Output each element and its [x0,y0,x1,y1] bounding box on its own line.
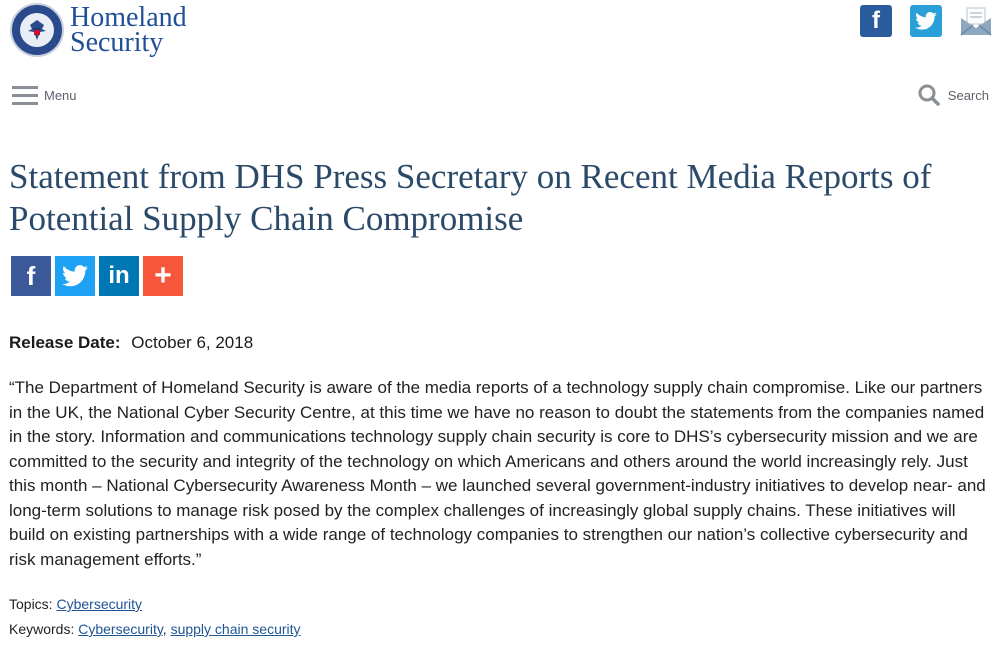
topics-label: Topics: [9,596,53,612]
keywords-label: Keywords: [9,621,75,637]
email-icon[interactable] [960,5,992,37]
keywords-row [9,621,301,637]
logo-line-1: Homeland [70,2,187,33]
dhs-seal-icon [10,3,64,57]
menu-button[interactable] [12,84,77,106]
hamburger-icon [12,84,38,106]
twitter-icon[interactable] [910,5,942,37]
share-plus-icon[interactable]: + [143,256,183,296]
search-button[interactable] [918,84,989,106]
page-title: Statement from DHS Press Secretary on Recent Media Reports of Potential Supply Chain Compromise [9,157,932,238]
keyword-separator: , [162,621,167,637]
share-bar [11,256,183,296]
release-date-row [9,333,253,353]
site-header [0,0,1000,70]
keyword-link-supply-chain-security[interactable]: supply chain security [170,621,301,637]
header-social-links [860,5,992,37]
statement-body: “The Department of Homeland Security is aware of the media reports of a technology supply chain compromise. Like our partners in the UK, the National Cyber Security Centre, at this time we have no reason to doubt the statements from the companies named in the story. Information and communications technology supply chain security is core to DHS’s cybersecurity mission and we are committed to the security and integrity of the technology on which Americans and others around the world increasingly rely. Just this month – National Cybersecurity Awareness Month – we launched several government-industry initiatives to develop near- and long-term solutions to manage risk posed by the complex challenges of increasingly global supply chains. These initiatives will build on existing partnerships with a wide range of technology companies to strengthen our nation’s collective cybersecurity and risk management efforts.” [9,378,986,569]
topic-link-cybersecurity[interactable]: Cybersecurity [56,596,143,612]
topics-row [9,596,142,612]
logo-wordmark [70,2,187,58]
logo-line-2: Security [70,27,164,58]
search-label: Search [947,87,989,103]
share-facebook-icon[interactable]: f [11,256,51,296]
facebook-icon[interactable]: f [860,5,892,37]
release-date-value: October 6, 2018 [131,333,254,352]
keyword-link-cybersecurity[interactable]: Cybersecurity [78,621,163,637]
dhs-logo[interactable] [10,3,187,57]
release-date-label: Release Date: [9,333,121,352]
share-linkedin-icon[interactable]: in [99,256,139,296]
share-twitter-icon[interactable] [55,256,95,296]
menu-label: Menu [44,87,77,103]
main-navbar [0,78,1000,114]
search-icon [918,84,940,106]
